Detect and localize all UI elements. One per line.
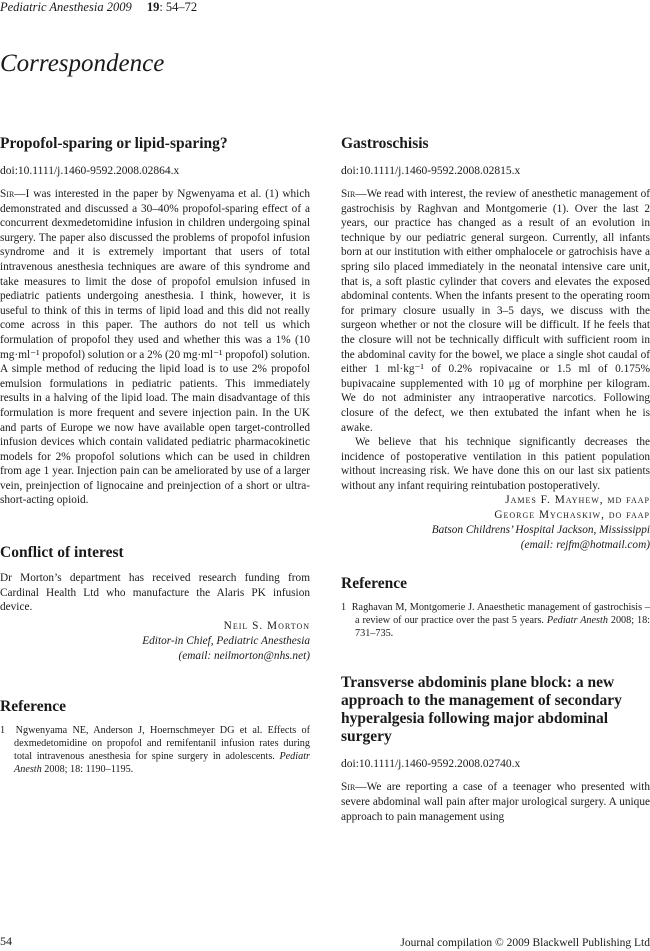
reference-item: 1 Ngwenyama NE, Anderson J, Hoernschmeyer DG et al. Effects of dexmedetomidine on propofol and remifentanil infusion rates during total intravenous anesthesia for spine surgery in adolescents. Pediatr Anesth 2008; 18: 1190–1195. xyxy=(0,724,311,775)
letter-body: Sir—We read with interest, the review of anesthetic management of gastrochisis by Raghvan and Montgomerie (1). Over the last 2 years, our practice has changed as a result of an evolution in technique by our pediatric general surgeon. Currently, all infants born at our institution with either omphalocele or gatrochisis have a spring silo placed immediately in the neonatal intensive care unit, that is, a soft plastic cylinder that covers and elevates the exposed abdominal contents. When the infants present to the operating room for primary closure usually in 3–5 days, we discuss with the surgeon whether or not the closure will be difficult. If he feels that the closure will not be technically difficult with sufficient room in the abdominal cavity for the bowel, we place a single shot caudal of either 1 ml·kg⁻¹ of 0.2% ropivacaine or 1.5 ml of 0.175% bupivacaine supplemented with 10 μg of morphine per kilogram. We do not administer any intraoperative narcotics. Following closure of the defect, we then extubated the infant when he is awake. xyxy=(341,188,650,434)
copyright-notice: Journal compilation © 2009 Blackwell Publishing Ltd xyxy=(400,937,650,949)
left-column xyxy=(0,135,310,776)
reference-heading: Reference xyxy=(0,697,66,715)
article-doi: doi:10.1111/j.1460-9592.2008.02740.x xyxy=(341,758,521,771)
article-title: Propofol-sparing or lipid-sparing? xyxy=(0,135,228,152)
page-number: 54 xyxy=(0,934,12,948)
author-name: James F. Mayhew, md faap xyxy=(505,494,650,507)
letter-body-continued: We believe that his technique significantly decreases the incidence of postoperative ventilation in this patient population without increasing risk. We have done this on our last six patients without any infant requiring reintubation postoperatively. xyxy=(341,436,650,492)
author-name: George Mychaskiw, do faap xyxy=(494,509,650,522)
reference-heading: Reference xyxy=(341,575,407,593)
running-header xyxy=(0,0,197,15)
section-title: Correspondence xyxy=(0,50,165,77)
author-signature xyxy=(0,619,310,664)
letter-body: Sir—I was interested in the paper by Ngwenyama et al. (1) which demonstrated and discussed a 30–40% propofol-sparing effect of a concurrent dexmedetomidine infusion in children undergoing spinal surgery. The paper also discussed the problems of propofol infusion syndrome and it is extremely important that users of total intravenous anesthesia techniques are aware of this syndrome and take measures to limit the dose of propofol emulsion infused in pediatric patients undergoing anesthesia. I think, however, it is useful to think of this in terms of lipid load and this did not really come across in this paper. The authors do not tell us which formulation of propofol they used and whether this was a 1% (10 mg·ml⁻¹ propofol) solution or a 2% (20 mg·ml⁻¹ propofol) solution. A simple method of reducing the lipid load is to use 2% propofol emulsion formulations in pediatric patients. This immediately results in a halving of the lipid load. The main disadvantage of this formulation is more frequent and severe injection pain. In the UK and parts of Europe we now have available open target-controlled infusion devices which contain validated pediatric pharmacokinetic models for 2% propofol solutions which can be used in children from age 1 year. Injection pain can be ameliorated by use of a larger vein, preinjection of lignocaine and preinjection of a short or ultra-short-acting opioid. xyxy=(0,188,310,507)
author-name: Neil S. Morton xyxy=(223,619,310,632)
article-doi: doi:10.1111/j.1460-9592.2008.02815.x xyxy=(341,165,521,177)
page-range: : 54–72 xyxy=(159,0,198,14)
right-column xyxy=(341,135,650,824)
conflict-heading: Conflict of interest xyxy=(0,544,124,562)
journal-name: Pediatric Anesthesia 2009 xyxy=(0,0,132,14)
author-affiliation: Batson Childrens’ Hospital Jackson, Mississippi xyxy=(431,524,650,537)
author-signature xyxy=(341,493,650,553)
article-doi: doi:10.1111/j.1460-9592.2008.02864.x xyxy=(0,165,180,177)
article-title: Transverse abdominis plane block: a new approach to the management of secondary hyperalgesia following major abdominal surgery xyxy=(341,674,622,746)
volume: 19 xyxy=(146,0,160,14)
conflict-text: Dr Morton’s department has received research funding from Cardinal Health Ltd who manufacture the Alaris PK infusion device. xyxy=(0,572,310,614)
author-role: Editor-in Chief, Pediatric Anesthesia xyxy=(142,634,310,647)
reference-item: 1 Raghavan M, Montgomerie J. Anaesthetic management of gastrochisis – a review of our practice over the past 5 years. Pediatr Anesth 2008; 18: 731–735. xyxy=(341,602,650,640)
author-email: (email: neilmorton@nhs.net) xyxy=(178,649,310,662)
letter-body: Sir—We are reporting a case of a teenager who presented with severe abdominal wall pain after major urological surgery. A unique approach to pain management using xyxy=(341,781,650,823)
article-title: Gastroschisis xyxy=(341,135,429,152)
author-email: (email: rejfm@hotmail.com) xyxy=(520,539,650,552)
